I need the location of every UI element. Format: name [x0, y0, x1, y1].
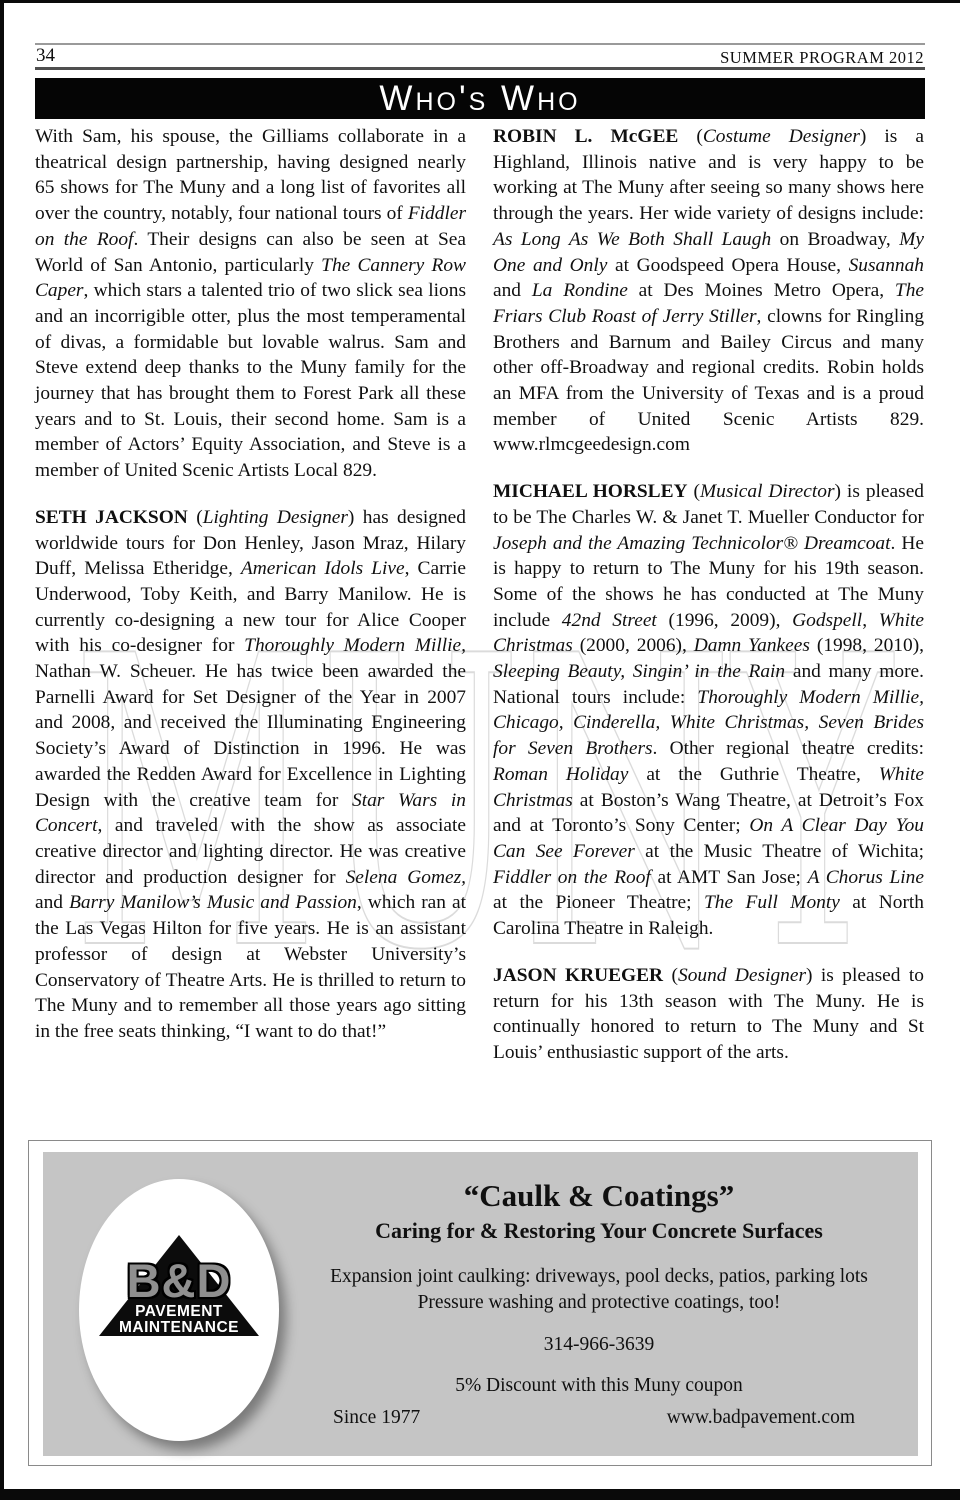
work-title: White Christmas	[493, 609, 924, 657]
person-name: MICHAEL HORSLEY	[493, 481, 688, 503]
work-title: 42nd Street	[561, 609, 657, 631]
scan-edge-bottom	[0, 1489, 960, 1500]
bio-text: and	[35, 892, 70, 914]
bio-text: at the Pioneer Theatre;	[493, 892, 704, 914]
work-title: Godspell	[792, 609, 863, 631]
program-title: SUMMER PROGRAM 2012	[720, 48, 924, 67]
work-title: Sleeping Beauty, Singin’ in the Rain	[493, 661, 786, 683]
ad-phone: 314-966-3639	[543, 1334, 655, 1355]
work-title: La Rondine	[531, 280, 628, 302]
bio-text: and	[493, 280, 532, 302]
bio-text: (1998, 2010),	[809, 635, 925, 657]
ad-body-line2: Pressure washing and protective coatings, too!	[417, 1292, 781, 1313]
bio-text: With Sam, his spouse, the Gilliams collaborate in a theatrical design partnership, having designed nearly 65 shows for The Muny and a long list of favorites all over the country, notably, four national tours of	[35, 126, 466, 225]
bio-text: (	[687, 481, 700, 503]
work-title: Sound Designer	[678, 964, 807, 986]
work-title: The Cannery Row Caper	[35, 254, 466, 302]
work-title: As Long As We Both Shall Laugh	[493, 228, 772, 250]
muny-watermark-text: MUNY	[72, 573, 895, 995]
bio-text: . He is happy to return to The Muny for his 19th season. Some of the shows he has conducted at The Muny include	[493, 532, 924, 631]
person-name: JASON KRUEGER	[493, 964, 664, 986]
bio-text: ) has designed worldwide tours for Don Henley, Jason Mraz, Hilary Duff, Melissa Etheridge,	[35, 506, 466, 580]
work-title: Joseph and the Amazing Technicolor® Dreamcoat	[493, 532, 891, 554]
bio-text: at Goodspeed Opera House,	[607, 254, 849, 276]
bio-text: at AMT San Jose;	[650, 866, 808, 888]
bio-text: , and traveled with the show as associate creative director and lighting director. He was creative director and production designer for	[35, 815, 466, 888]
work-title: American Idols Live	[240, 558, 405, 580]
ad-discount: 5% Discount with this Muny coupon	[455, 1375, 743, 1396]
ad-subheadline: Caring for & Restoring Your Concrete Surfaces	[375, 1218, 823, 1243]
advertisement	[28, 1140, 932, 1466]
bio-text: and many more. National tours include:	[493, 661, 924, 708]
section-banner	[35, 78, 925, 119]
bio-text: (1996, 2009),	[656, 609, 793, 631]
bio-paragraph	[35, 124, 466, 484]
bio-text: (2000, 2006),	[572, 635, 694, 657]
bio-text: ) is pleased to be The Charles W. & Janet T. Mueller Conductor for	[493, 481, 924, 528]
work-title: Star Wars in Concert	[35, 789, 466, 837]
section-title: Who's Who	[379, 78, 581, 118]
header-rule-bottom	[35, 67, 925, 70]
work-title: Thoroughly Modern Millie, Chicago, Cinderella, White Christmas, Seven Brides for Seven Brothers	[493, 686, 924, 760]
bio-paragraph	[493, 963, 924, 1066]
header-rule-top	[35, 43, 925, 45]
bio-text: at the Music Theatre of Wichita;	[634, 840, 924, 862]
bio-text: , which ran at the Las Vegas Hilton for five years. He is an assistant professor of design at Webster University’s Conservatory of Theatre Arts. He is thrilled to return to The Muny and to remember all those years ago sitting in the free seats thinking, “I want to do that!”	[35, 892, 467, 1042]
bd-logo-line1: PAVEMENT	[135, 1303, 223, 1320]
bio-text: ) is a Highland, Illinois native and is very happy to be working at The Muny after seeing so many shows here through the years. Her wide variety of designs include:	[493, 126, 924, 225]
ad-website: www.badpavement.com	[666, 1407, 855, 1428]
bio-text: , which stars a talented trio of two slick sea lions and an incorrigible otter, plus the most temperamental of divas, a formidable but lovable walrus. Sam and Steve extend deep thanks to the Muny family for the journey that has brought them to Forest Park all these years and to St. Louis, their second home. Sam is a member of Actors’ Equity Association, and Steve is a member of United Scenic Artists Local 829.	[35, 280, 466, 482]
person-name: SETH JACKSON	[35, 506, 188, 528]
work-title: Barry Manilow’s Music and Passion	[69, 892, 357, 914]
work-title: White Christmas	[493, 763, 924, 811]
ad-since: Since 1977	[333, 1407, 421, 1428]
bio-text: ) is pleased to return for his 13th season with The Muny. He is continually honored to return to The Muny and St Louis’ enthusiastic support of the arts.	[493, 964, 924, 1063]
bio-text: at North Carolina Theatre in Raleigh.	[493, 892, 924, 940]
bio-text: at the Guthrie Theatre,	[628, 763, 879, 785]
scan-edge-left	[0, 0, 4, 1500]
ad-body-line1: Expansion joint caulking: driveways, pool decks, patios, parking lots	[330, 1266, 868, 1287]
left-column	[35, 124, 466, 1087]
bio-text: at Des Moines Metro Opera,	[627, 280, 895, 302]
bio-text: (	[663, 964, 678, 986]
work-title: My One and Only	[493, 228, 925, 276]
bio-paragraph	[493, 124, 924, 458]
bio-text: Nathan W. Scheuer. He has twice been awarded the Parnelli Award for Set Designer of the Year in 2007 and 2008, and received the Illuminating Engineering Society’s Award of Distinction in 1996. He was awarded the Redden Award for Excellence in Lighting Design with the creative team for	[35, 661, 466, 811]
bio-paragraph	[493, 479, 924, 942]
work-title: The Full Monty	[703, 892, 840, 914]
work-title: Thoroughly Modern Millie,	[244, 635, 466, 657]
page-number: 34	[36, 45, 55, 66]
work-title: The Friars Club Roast of Jerry Stiller	[493, 280, 924, 327]
work-title: Fiddler on the Roof	[493, 866, 651, 888]
right-column	[493, 124, 924, 1087]
work-title: Musical Director	[699, 481, 835, 503]
person-name: ROBIN L. McGEE	[493, 126, 679, 147]
bio-text: , clowns for Ringling Brothers and Barnum and Bailey Circus and many other off-Broadway and regional credits. Robin holds an MFA from the University of Texas and is a proud member of United Scenic Artists 829. www.rlmcgeedesign.com	[493, 305, 925, 456]
ad-background	[43, 1152, 918, 1456]
bio-text: . Other regional theatre credits:	[652, 738, 924, 760]
work-title: A Chorus Line	[807, 866, 924, 888]
bd-logo	[79, 1179, 279, 1441]
ad-headline: “Caulk & Coatings”	[463, 1178, 735, 1213]
work-title: Lighting Designer	[202, 506, 348, 528]
bd-logo-name: B&D	[126, 1254, 232, 1307]
bio-columns	[35, 124, 925, 1087]
bio-text: (	[678, 126, 703, 147]
work-title: Fiddler on the Roof	[35, 203, 466, 250]
bio-text: , Carrie Underwood, Toby Keith, and Barry Manilow. He is currently co-designing a new tour for Alice Cooper with his co-designer for	[35, 558, 467, 657]
bio-paragraph	[35, 505, 466, 1045]
bio-text: . Their designs can also be seen at Sea World of San Antonio, particularly	[35, 228, 466, 276]
work-title: Roman Holiday	[493, 763, 629, 785]
bd-logo-line2: MAINTENANCE	[118, 1319, 240, 1336]
work-title: Damn Yankees	[693, 635, 810, 657]
scan-edge-top	[0, 0, 960, 3]
bio-text: at Boston’s Wang Theatre, at Detroit’s Fox and at Toronto’s Sony Center;	[493, 789, 924, 837]
work-title: Costume Designer	[702, 126, 860, 147]
bio-text: on Broadway,	[771, 228, 900, 250]
work-title: Susannah	[848, 254, 925, 276]
work-title: Selena Gomez,	[345, 866, 466, 888]
bio-text: (	[187, 506, 203, 528]
work-title: On A Clear Day You Can See Forever	[493, 815, 924, 862]
bio-text: ,	[862, 609, 879, 631]
